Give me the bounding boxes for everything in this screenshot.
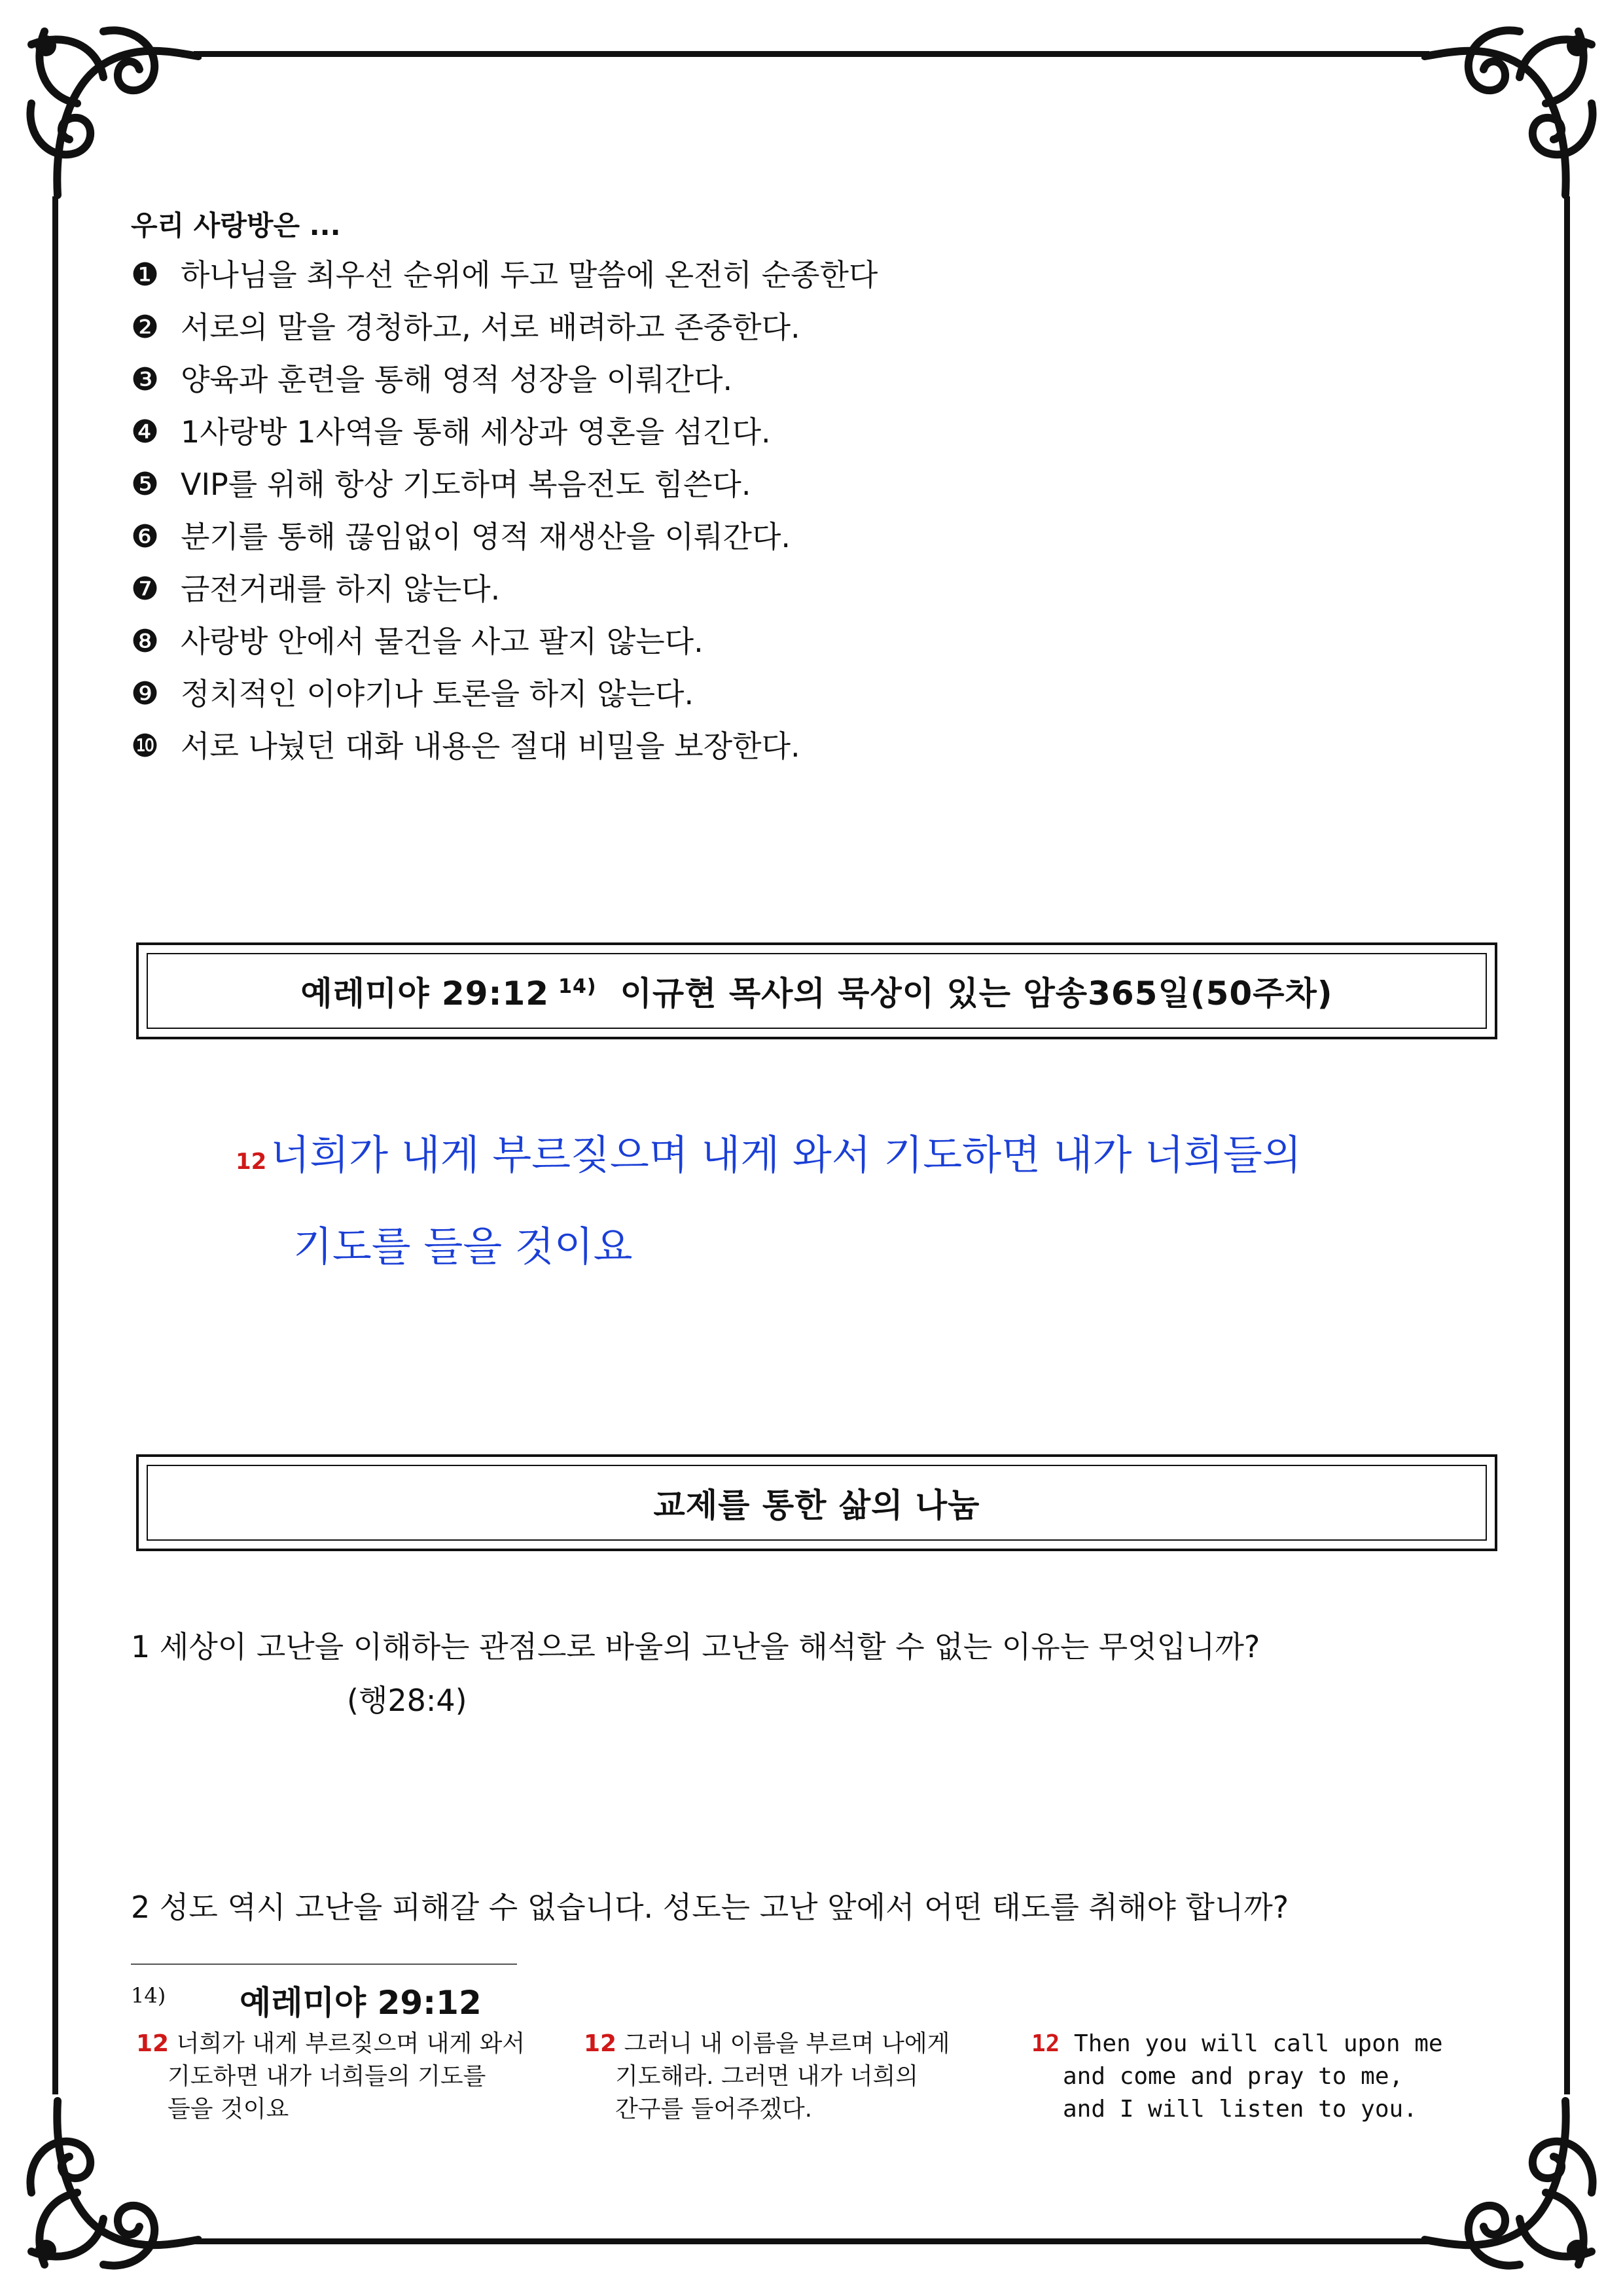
memory-verse-text [236, 1113, 1479, 1289]
footnote-line: 간구를 들어주겠다. [615, 2096, 813, 2123]
rule-number: ❻ [131, 518, 160, 555]
rule-text: 사랑방 안에서 물건을 사고 팔지 않는다. [181, 624, 704, 659]
rule-item [131, 301, 878, 353]
sharing-box [136, 1454, 1497, 1551]
rule-text: 1사랑방 1사역을 통해 세상과 영혼을 섬긴다. [181, 414, 771, 450]
verse-line-2: 기도를 들을 것이요 [293, 1223, 633, 1270]
corner-ornament-top-right [1421, 5, 1618, 202]
rule-text: 서로 나눴던 대화 내용은 절대 비밀을 보장한다. [181, 728, 800, 764]
footnote-divider [131, 1964, 517, 1965]
footnote-column-modern [584, 2028, 950, 2126]
footnote-column-english [1031, 2028, 1443, 2126]
corner-ornament-bottom-right [1421, 2094, 1618, 2291]
footnote-text: Then you will call upon me [1074, 2030, 1443, 2057]
corner-ornament-top-left [5, 5, 202, 202]
frame-left-line [52, 196, 58, 2094]
footnote-line: 기도해라. 그러면 내가 너희의 [615, 2063, 919, 2090]
footnote-line [136, 2028, 525, 2060]
question-1: 1 세상이 고난을 이해하는 관점으로 바울의 고난을 해석할 수 없는 이유는 무엇입니까? [131, 1629, 1260, 1664]
rule-text: 서로의 말을 경청하고, 서로 배려하고 존중한다. [181, 310, 800, 345]
footnote-line: 기도하면 내가 너희들의 기도를 [168, 2063, 486, 2090]
footnote-verse-number: 12 [136, 2030, 169, 2057]
rule-item [131, 563, 878, 615]
footnote-line: and I will listen to you. [1063, 2096, 1418, 2123]
footnote-text: 너희가 내게 부르짖으며 내게 와서 [176, 2030, 526, 2057]
rule-number: ❾ [131, 675, 160, 712]
rule-number: ❼ [131, 571, 160, 607]
question-1-ref: (행28:4) [347, 1683, 467, 1718]
rule-number: ❶ [131, 257, 160, 293]
footnote-line: and come and pray to me, [1063, 2063, 1404, 2090]
rule-number: ❿ [131, 728, 160, 764]
memory-verse-title: 이규현 목사의 묵상이 있는 암송365일(50주차) [620, 975, 1333, 1013]
footnote-verse-number: 12 [584, 2030, 617, 2057]
footnote-line [1031, 2028, 1443, 2060]
footnote-mark[interactable]: 14) [558, 975, 597, 999]
rule-item [131, 249, 878, 301]
rule-item [131, 615, 878, 668]
rule-number: ❹ [131, 414, 160, 450]
footnote-verse-number: 12 [1031, 2030, 1060, 2057]
footnote-title: 예레미야 29:12 [240, 1984, 482, 2022]
footnote-line [584, 2028, 950, 2060]
rule-item [131, 511, 878, 563]
rule-text: VIP를 위해 항상 기도하며 복음전도 힘쓴다. [181, 467, 751, 502]
rule-number: ❺ [131, 466, 160, 503]
footnote-line: 들을 것이요 [168, 2096, 289, 2123]
question-2: 2 성도 역시 고난을 피해갈 수 없습니다. 성도는 고난 앞에서 어떤 태도를 취해야 합니까? [131, 1890, 1289, 1925]
footnote-column-krv [136, 2028, 525, 2126]
rule-item [131, 406, 878, 458]
rules-title: 우리 사랑방은 ... [131, 209, 341, 242]
rules-list [131, 249, 878, 772]
rule-number: ❽ [131, 623, 160, 660]
rule-item [131, 720, 878, 772]
frame-right-line [1564, 196, 1570, 2094]
memory-verse-heading [300, 967, 1332, 1014]
rule-item [131, 353, 878, 406]
rule-number: ❷ [131, 309, 160, 346]
rule-text: 정치적인 이야기나 토론을 하지 않는다. [181, 676, 694, 711]
rule-text: 분기를 통해 끊임없이 영적 재생산을 이뤄간다. [181, 519, 791, 554]
memory-verse-ref: 예레미야 29:12 [300, 975, 550, 1013]
footnote-text: 그러니 내 이름을 부르며 나에게 [624, 2030, 950, 2057]
frame-bottom-line [194, 2238, 1429, 2244]
rule-text: 양육과 훈련을 통해 영적 성장을 이뤄간다. [181, 362, 733, 397]
rule-text: 금전거래를 하지 않는다. [181, 571, 501, 607]
footnote-number: 14) [131, 1983, 166, 2008]
rule-text: 하나님을 최우선 순위에 두고 말씀에 온전히 순종한다 [181, 257, 878, 293]
rule-item [131, 458, 878, 511]
sharing-title: 교제를 통한 삶의 나눔 [653, 1486, 980, 1524]
verse-line-1 [236, 1113, 1479, 1204]
frame-top-line [194, 51, 1429, 57]
memory-verse-box [136, 942, 1497, 1039]
rule-item [131, 668, 878, 720]
verse-line-1-text: 너희가 내게 부르짖으며 내게 와서 기도하면 내가 너희들의 [270, 1131, 1302, 1179]
verse-number: 12 [236, 1149, 267, 1175]
rule-number: ❸ [131, 361, 160, 398]
